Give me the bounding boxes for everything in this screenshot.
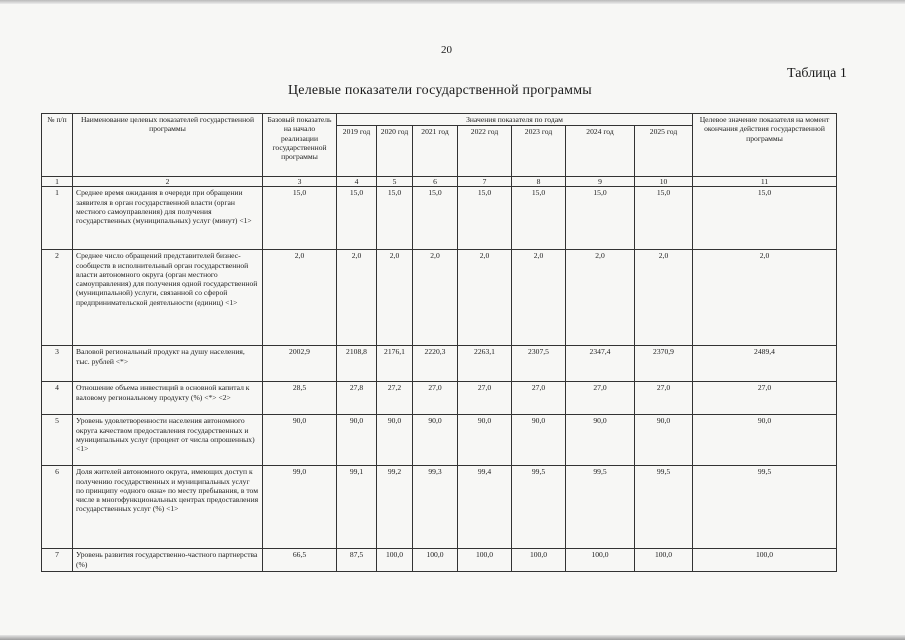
value-2021: 15,0: [413, 187, 458, 250]
value-2022: 2263,1: [458, 346, 512, 382]
base-value: 99,0: [263, 466, 337, 549]
column-number: 3: [263, 177, 337, 187]
base-value: 66,5: [263, 549, 337, 572]
value-2022: 15,0: [458, 187, 512, 250]
column-number: 9: [566, 177, 635, 187]
value-2019: 15,0: [337, 187, 377, 250]
table-row: [42, 549, 837, 572]
base-value: 28,5: [263, 382, 337, 415]
value-2025: 2370,9: [635, 346, 693, 382]
row-number: 1: [42, 187, 73, 250]
value-2024: 2,0: [566, 250, 635, 346]
table-row: [42, 415, 837, 466]
value-2023: 15,0: [512, 187, 566, 250]
value-2024: 99,5: [566, 466, 635, 549]
value-2025: 15,0: [635, 187, 693, 250]
value-2023: 100,0: [512, 549, 566, 572]
row-number: 4: [42, 382, 73, 415]
indicator-name: Валовой региональный продукт на душу населения, тыс. рублей <*>: [73, 346, 263, 382]
column-number: 1: [42, 177, 73, 187]
scan-edge-top: [0, 0, 905, 4]
base-value: 90,0: [263, 415, 337, 466]
value-2023: 27,0: [512, 382, 566, 415]
header-year-2021: 2021 год: [413, 126, 458, 177]
table-row: [42, 250, 837, 346]
value-2024: 2347,4: [566, 346, 635, 382]
indicators-table: [41, 113, 837, 572]
value-2025: 100,0: [635, 549, 693, 572]
base-value: 2,0: [263, 250, 337, 346]
target-value: 99,5: [693, 466, 837, 549]
value-2021: 90,0: [413, 415, 458, 466]
value-2020: 15,0: [377, 187, 413, 250]
value-2024: 15,0: [566, 187, 635, 250]
indicator-name: Уровень удовлетворенности населения автономного округа качеством предоставления государственных и муниципальных услуг (процент от числа опрошенных) <1>: [73, 415, 263, 466]
value-2020: 90,0: [377, 415, 413, 466]
column-number: 5: [377, 177, 413, 187]
value-2019: 27,8: [337, 382, 377, 415]
indicator-name: Доля жителей автономного округа, имеющих доступ к получению государственных и муниципальных услуг по принципу «одного окна» по месту пребывания, в том числе в многофункциональных центрах предоставления государственных услуг (%) <1>: [73, 466, 263, 549]
value-2022: 100,0: [458, 549, 512, 572]
value-2019: 87,5: [337, 549, 377, 572]
row-number: 2: [42, 250, 73, 346]
value-2019: 2,0: [337, 250, 377, 346]
value-2025: 2,0: [635, 250, 693, 346]
header-year-2020: 2020 год: [377, 126, 413, 177]
indicator-name: Уровень развития государственно-частного партнерства (%): [73, 549, 263, 572]
value-2023: 2,0: [512, 250, 566, 346]
target-value: 15,0: [693, 187, 837, 250]
row-number: 3: [42, 346, 73, 382]
header-year-2025: 2025 год: [635, 126, 693, 177]
column-number: 10: [635, 177, 693, 187]
header-year-2022: 2022 год: [458, 126, 512, 177]
value-2025: 99,5: [635, 466, 693, 549]
base-value: 2002,9: [263, 346, 337, 382]
value-2021: 2,0: [413, 250, 458, 346]
scan-edge-bottom: [0, 635, 905, 640]
column-number: 7: [458, 177, 512, 187]
indicator-name: Среднее время ожидания в очереди при обращении заявителя в орган государственной власти (орган местного самоуправления) для получения государственных (муниципальных) услуг (минут) <1>: [73, 187, 263, 250]
target-value: 27,0: [693, 382, 837, 415]
value-2019: 90,0: [337, 415, 377, 466]
target-value: 90,0: [693, 415, 837, 466]
header-year-2019: 2019 год: [337, 126, 377, 177]
table-row: [42, 466, 837, 549]
target-value: 2489,4: [693, 346, 837, 382]
row-number: 7: [42, 549, 73, 572]
header-year-2024: 2024 год: [566, 126, 635, 177]
value-2024: 100,0: [566, 549, 635, 572]
value-2020: 99,2: [377, 466, 413, 549]
value-2020: 2176,1: [377, 346, 413, 382]
table-label: Таблица 1: [787, 66, 847, 81]
column-number: 6: [413, 177, 458, 187]
value-2024: 27,0: [566, 382, 635, 415]
target-value: 100,0: [693, 549, 837, 572]
value-2020: 100,0: [377, 549, 413, 572]
value-2019: 99,1: [337, 466, 377, 549]
value-2022: 90,0: [458, 415, 512, 466]
table-row: [42, 382, 837, 415]
indicator-name: Среднее число обращений представителей бизнес-сообществ в исполнительный орган государственной власти автономного округа (орган местного самоуправления) для получения одной государственной (муниципальной) услуги, связанной со сферой предпринимательской деятельности (единиц) <1>: [73, 250, 263, 346]
value-2023: 90,0: [512, 415, 566, 466]
row-number: 5: [42, 415, 73, 466]
value-2021: 99,3: [413, 466, 458, 549]
value-2025: 27,0: [635, 382, 693, 415]
table-row: [42, 346, 837, 382]
header-row-1: [42, 114, 837, 126]
document-title: Целевые показатели государственной программы: [288, 83, 592, 98]
column-number: 8: [512, 177, 566, 187]
value-2022: 99,4: [458, 466, 512, 549]
value-2021: 2220,3: [413, 346, 458, 382]
target-value: 2,0: [693, 250, 837, 346]
header-name: Наименование целевых показателей государственной программы: [73, 114, 263, 177]
header-target: Целевое значение показателя на момент окончания действия государственной программы: [693, 114, 837, 177]
value-2021: 100,0: [413, 549, 458, 572]
value-2020: 2,0: [377, 250, 413, 346]
column-number: 11: [693, 177, 837, 187]
column-number-row: [42, 177, 837, 187]
header-year-2023: 2023 год: [512, 126, 566, 177]
value-2023: 2307,5: [512, 346, 566, 382]
base-value: 15,0: [263, 187, 337, 250]
column-number: 4: [337, 177, 377, 187]
value-2022: 27,0: [458, 382, 512, 415]
table-row: [42, 187, 837, 250]
value-2022: 2,0: [458, 250, 512, 346]
value-2025: 90,0: [635, 415, 693, 466]
page-number: 20: [441, 44, 452, 56]
header-base: Базовый показатель на начало реализации государственной программы: [263, 114, 337, 177]
value-2024: 90,0: [566, 415, 635, 466]
header-num: № п/п: [42, 114, 73, 177]
value-2019: 2108,8: [337, 346, 377, 382]
value-2023: 99,5: [512, 466, 566, 549]
value-2021: 27,0: [413, 382, 458, 415]
row-number: 6: [42, 466, 73, 549]
value-2020: 27,2: [377, 382, 413, 415]
column-number: 2: [73, 177, 263, 187]
indicator-name: Отношение объема инвестиций в основной капитал к валовому региональному продукту (%) <*> <2>: [73, 382, 263, 415]
header-years-group: Значения показателя по годам: [337, 114, 693, 126]
